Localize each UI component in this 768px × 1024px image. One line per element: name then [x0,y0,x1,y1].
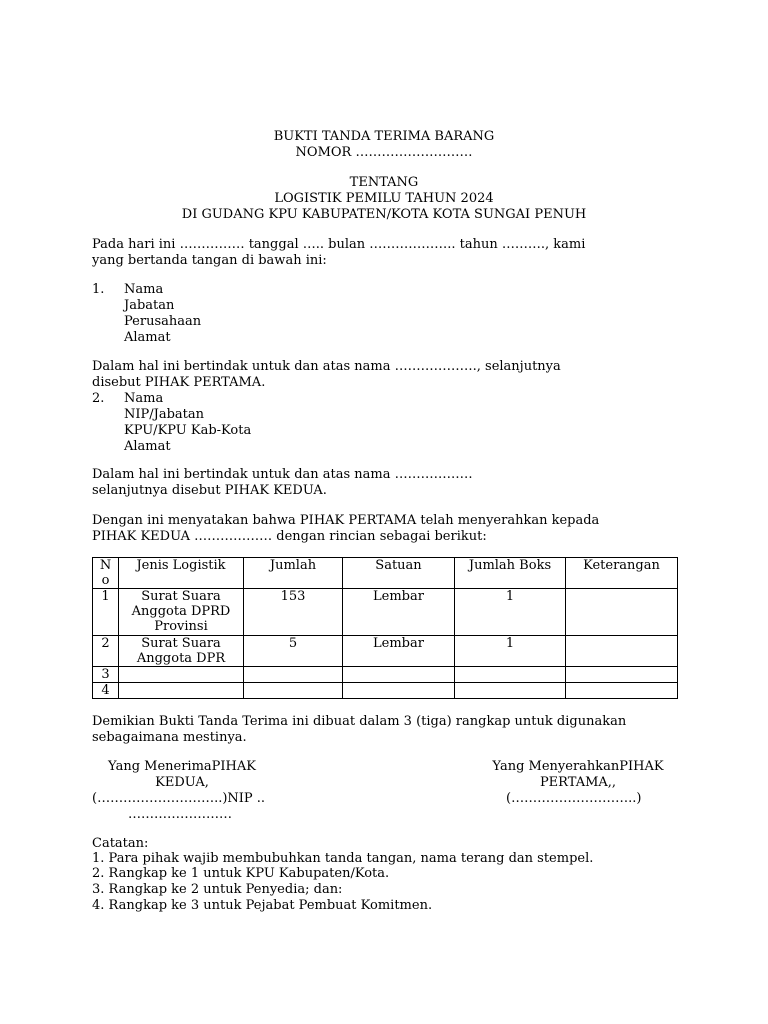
table-header-row [93,558,678,589]
receiver-signature-block [92,759,272,791]
giver-name: (………………………..) [506,791,642,806]
table-row [93,667,678,683]
party2-field-nip: NIP/Jabatan [124,407,205,422]
table-cell: Surat Suara Anggota DPRD Provinsi [119,589,244,636]
party1-field-name: Nama [124,282,164,297]
receiver-name-nip: (………………………..)NIP .. [92,791,266,806]
table-cell [566,589,678,636]
party1-statement-1: Dalam hal ini bertindak untuk dan atas nama ………………., selanjutnya [92,359,561,374]
table-cell [343,683,455,699]
table-cell: 1 [93,589,119,636]
table-cell: 153 [244,589,343,636]
table-cell [566,683,678,699]
subject-label: TENTANG [349,175,419,190]
logistics-table [92,557,678,699]
handover-line-1: Dengan ini menyatakan bahwa PIHAK PERTAMA telah menyerahkan kepada [92,513,600,528]
giver-title: Yang MenyerahkanPIHAK [492,759,664,774]
handover-line-2: PIHAK KEDUA ……………… dengan rincian sebagai berikut: [92,529,487,544]
column-header-notes: Keterangan [566,558,678,589]
column-header-no: N o [93,558,119,589]
table-cell [566,667,678,683]
table-cell: 1 [455,589,566,636]
party2-statement-1: Dalam hal ini bertindak untuk dan atas nama ……………… [92,467,473,482]
party2-field-kpu: KPU/KPU Kab-Kota [124,423,252,438]
table-cell: Lembar [343,636,455,667]
table-cell: 2 [93,636,119,667]
giver-signature-block [478,759,678,791]
table-cell: 1 [455,636,566,667]
table-row [93,683,678,699]
table-cell [566,636,678,667]
table-cell: 3 [93,667,119,683]
table-row [93,636,678,667]
table-row [93,589,678,636]
party2-statement-2: selanjutnya disebut PIHAK KEDUA. [92,483,327,498]
table-cell: 5 [244,636,343,667]
party2-number: 2. [92,391,105,406]
table-cell [455,683,566,699]
closing-line-2: sebagaimana mestinya. [92,730,247,745]
receiver-title: Yang MenerimaPIHAK [108,759,256,774]
closing-line-1: Demikian Bukti Tanda Terima ini dibuat dalam 3 (tiga) rangkap untuk digunakan [92,714,627,729]
note-item: 2. Rangkap ke 1 untuk KPU Kabupaten/Kota. [92,866,390,881]
table-cell [244,683,343,699]
party1-field-address: Alamat [124,330,171,345]
table-cell: Surat Suara Anggota DPR [119,636,244,667]
receiver-party: KEDUA, [155,775,209,790]
note-item: 3. Rangkap ke 2 untuk Penyedia; dan: [92,882,343,897]
party1-number: 1. [92,282,105,297]
note-item: 1. Para pihak wajib membubuhkan tanda tangan, nama terang dan stempel. [92,851,594,866]
table-cell [455,667,566,683]
subject-line-1: LOGISTIK PEMILU TAHUN 2024 [274,191,494,206]
party2-field-address: Alamat [124,439,171,454]
note-item: 4. Rangkap ke 3 untuk Pejabat Pembuat Komitmen. [92,898,433,913]
table-cell [119,667,244,683]
giver-party: PERTAMA,, [539,775,617,790]
column-header-boxes: Jumlah Boks [455,558,566,589]
table-cell: 4 [93,683,119,699]
party2-field-name: Nama [124,391,164,406]
column-header-unit: Satuan [343,558,455,589]
intro-line-2: yang bertanda tangan di bawah ini: [92,253,327,268]
receiver-nip-dots: …………………… [128,807,232,822]
document-title: BUKTI TANDA TERIMA BARANG [273,129,495,144]
subject-line-2: DI GUDANG KPU KABUPATEN/KOTA KOTA SUNGAI PENUH [181,207,587,222]
column-header-type: Jenis Logistik [119,558,244,589]
party1-field-company: Perusahaan [124,314,202,329]
table-cell [119,683,244,699]
document-number: NOMOR ……………………… [295,145,473,160]
party1-statement-2: disebut PIHAK PERTAMA. [92,375,266,390]
table-cell [343,667,455,683]
intro-line-1: Pada hari ini …………… tanggal ….. bulan ……………….. tahun ………., kami [92,237,586,252]
table-cell: Lembar [343,589,455,636]
party1-field-position: Jabatan [124,298,175,313]
table-cell [244,667,343,683]
notes-title: Catatan: [92,836,149,851]
column-header-amount: Jumlah [244,558,343,589]
